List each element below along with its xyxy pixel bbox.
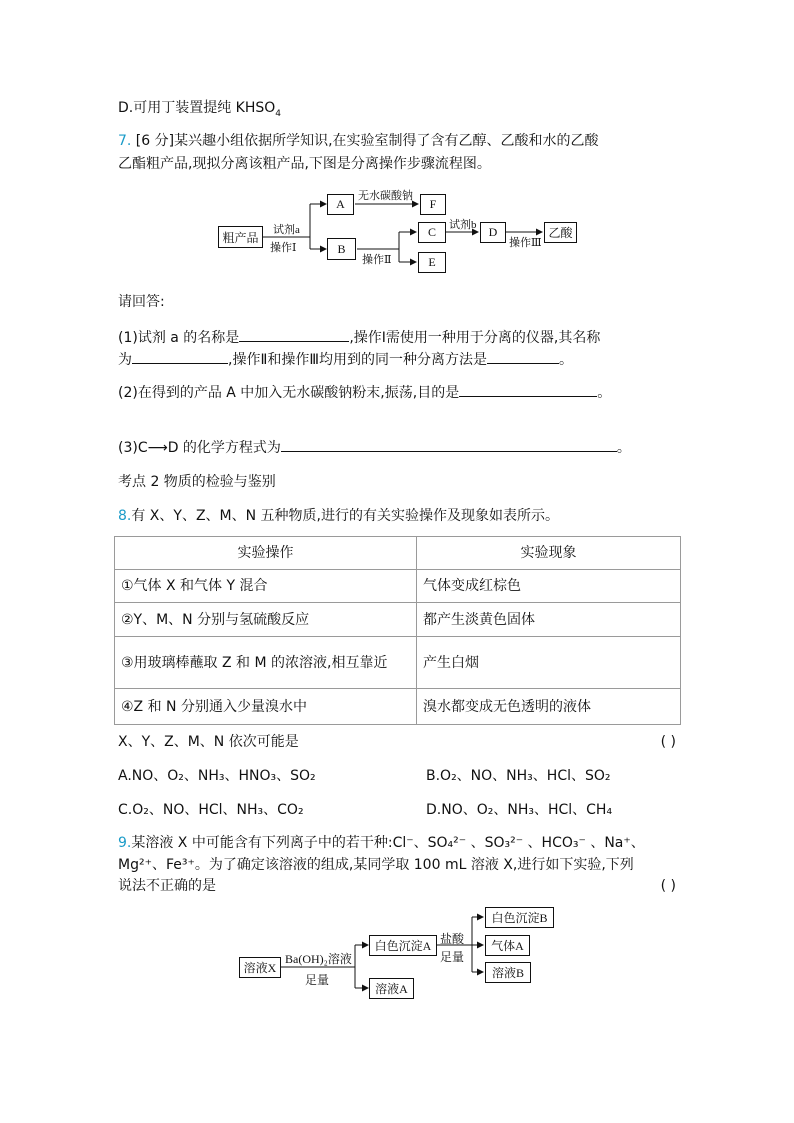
header-operation: 实验操作	[115, 537, 417, 570]
box-solution-a: 溶液A	[369, 978, 414, 999]
cell-operation: ④Z 和 N 分别通入少量溴水中	[115, 689, 417, 725]
q7-3-text-b: D 的化学方程式为	[167, 440, 281, 456]
option-d-text: D.可用丁装置提纯 KHSO	[118, 100, 276, 116]
box-acetic-acid: 乙酸	[544, 222, 577, 243]
cell-phenomenon: 溴水都变成无色透明的液体	[417, 689, 681, 725]
box-b: B	[327, 238, 356, 260]
q7-2-text-a: (2)在得到的产品 A 中加入无水碳酸钠粉末,振荡,目的是	[118, 385, 460, 401]
q9-line2: Mg²⁺、Fe³⁺。为了确定该溶液的组成,某同学取 100 mL 溶液 X,进行如下实验,下列	[118, 857, 634, 873]
q9-number: 9.	[118, 835, 132, 851]
q8-option-b[interactable]: B.O₂、NO、NH₃、HCl、SO₂	[426, 768, 611, 784]
box-a: A	[327, 194, 354, 215]
cell-operation: ①气体 X 和气体 Y 混合	[115, 570, 417, 603]
q7-text1: [6 分]某兴趣小组依据所学知识,在实验室制得了含有乙醇、乙酸和水的乙酸	[131, 133, 599, 149]
q7-3-text-c: 。	[616, 440, 631, 456]
box-solution-b: 溶液B	[485, 962, 531, 983]
label-op1: 操作Ⅰ	[270, 242, 297, 254]
cell-phenomenon: 气体变成红棕色	[417, 570, 681, 603]
label-op2: 操作Ⅱ	[362, 254, 392, 266]
box-f: F	[420, 194, 446, 215]
box-gas-a: 气体A	[485, 935, 530, 956]
box-crude-product: 粗产品	[218, 226, 263, 248]
q7-number: 7.	[118, 133, 132, 149]
please-answer: 请回答:	[118, 294, 165, 310]
box-d: D	[480, 222, 506, 243]
q8-option-a[interactable]: A.NO、O₂、NH₃、HNO₃、SO₂	[118, 768, 316, 784]
cell-phenomenon: 都产生淡黄色固体	[417, 603, 681, 637]
header-phenomenon: 实验现象	[417, 537, 681, 570]
label-baoh2: Ba(OH)₂溶液	[285, 952, 352, 966]
box-solution-x: 溶液X	[239, 957, 281, 978]
label-excess-2: 足量	[440, 950, 465, 964]
q8-number: 8.	[118, 508, 132, 524]
q8-option-d[interactable]: D.NO、O₂、NH₃、HCl、CH₄	[426, 802, 613, 818]
q8-text: 有 X、Y、Z、M、N 五种物质,进行的有关实验操作及现象如表所示。	[131, 508, 559, 524]
answer-paren-q8[interactable]: ( )	[660, 734, 676, 750]
q7-1-text-a: (1)试剂 a 的名称是	[118, 330, 240, 346]
section-heading: 考点 2 物质的检验与鉴别	[118, 474, 276, 490]
cell-operation: ②Y、M、N 分别与氢硫酸反应	[115, 603, 417, 637]
q7-line2: 乙酯粗产品,现拟分离该粗产品,下图是分离操作步骤流程图。	[118, 156, 491, 172]
q9-text3: 说法不正确的是	[118, 878, 216, 894]
q8-question-text: X、Y、Z、M、N 依次可能是	[118, 734, 299, 750]
cell-phenomenon: 产生白烟	[417, 637, 681, 689]
box-white-precipitate-a: 白色沉淀A	[369, 935, 437, 956]
q7-2-text-b: 。	[597, 385, 612, 401]
label-reagent-b: 试剂b	[449, 219, 477, 231]
label-reagent-a: 试剂a	[273, 224, 300, 236]
q7-1-text-e: 。	[559, 352, 573, 368]
q7-3-text-a: (3)C	[118, 440, 148, 456]
option-d-subscript: 4	[275, 108, 282, 119]
q7-1-text-d: ,操作Ⅱ和操作Ⅲ均用到的同一种分离方法是	[228, 352, 487, 368]
q8-option-c[interactable]: C.O₂、NO、HCl、NH₃、CO₂	[118, 802, 304, 818]
label-excess-1: 足量	[305, 973, 330, 987]
q7-1-text-c: 为	[118, 352, 132, 368]
label-hcl: 盐酸	[440, 932, 465, 946]
answer-paren-q9[interactable]: ( )	[660, 878, 676, 894]
box-white-precipitate-b: 白色沉淀B	[485, 907, 554, 928]
cell-operation: ③用玻璃棒蘸取 Z 和 M 的浓溶液,相互靠近	[115, 637, 417, 689]
label-op3: 操作Ⅲ	[509, 237, 542, 249]
q9-text1: 某溶液 X 中可能含有下列离子中的若干种:Cl⁻、SO₄²⁻ 、SO₃²⁻ 、HCO₃⁻ 、Na⁺、	[131, 835, 645, 851]
reaction-arrow-icon: ⟶	[147, 440, 168, 456]
label-anhydrous-na2co3: 无水碳酸钠	[358, 190, 413, 202]
box-c: C	[418, 222, 446, 243]
q7-1-text-b: ,操作Ⅰ需使用一种用于分离的仪器,其名称	[349, 330, 601, 346]
box-e: E	[418, 252, 446, 273]
